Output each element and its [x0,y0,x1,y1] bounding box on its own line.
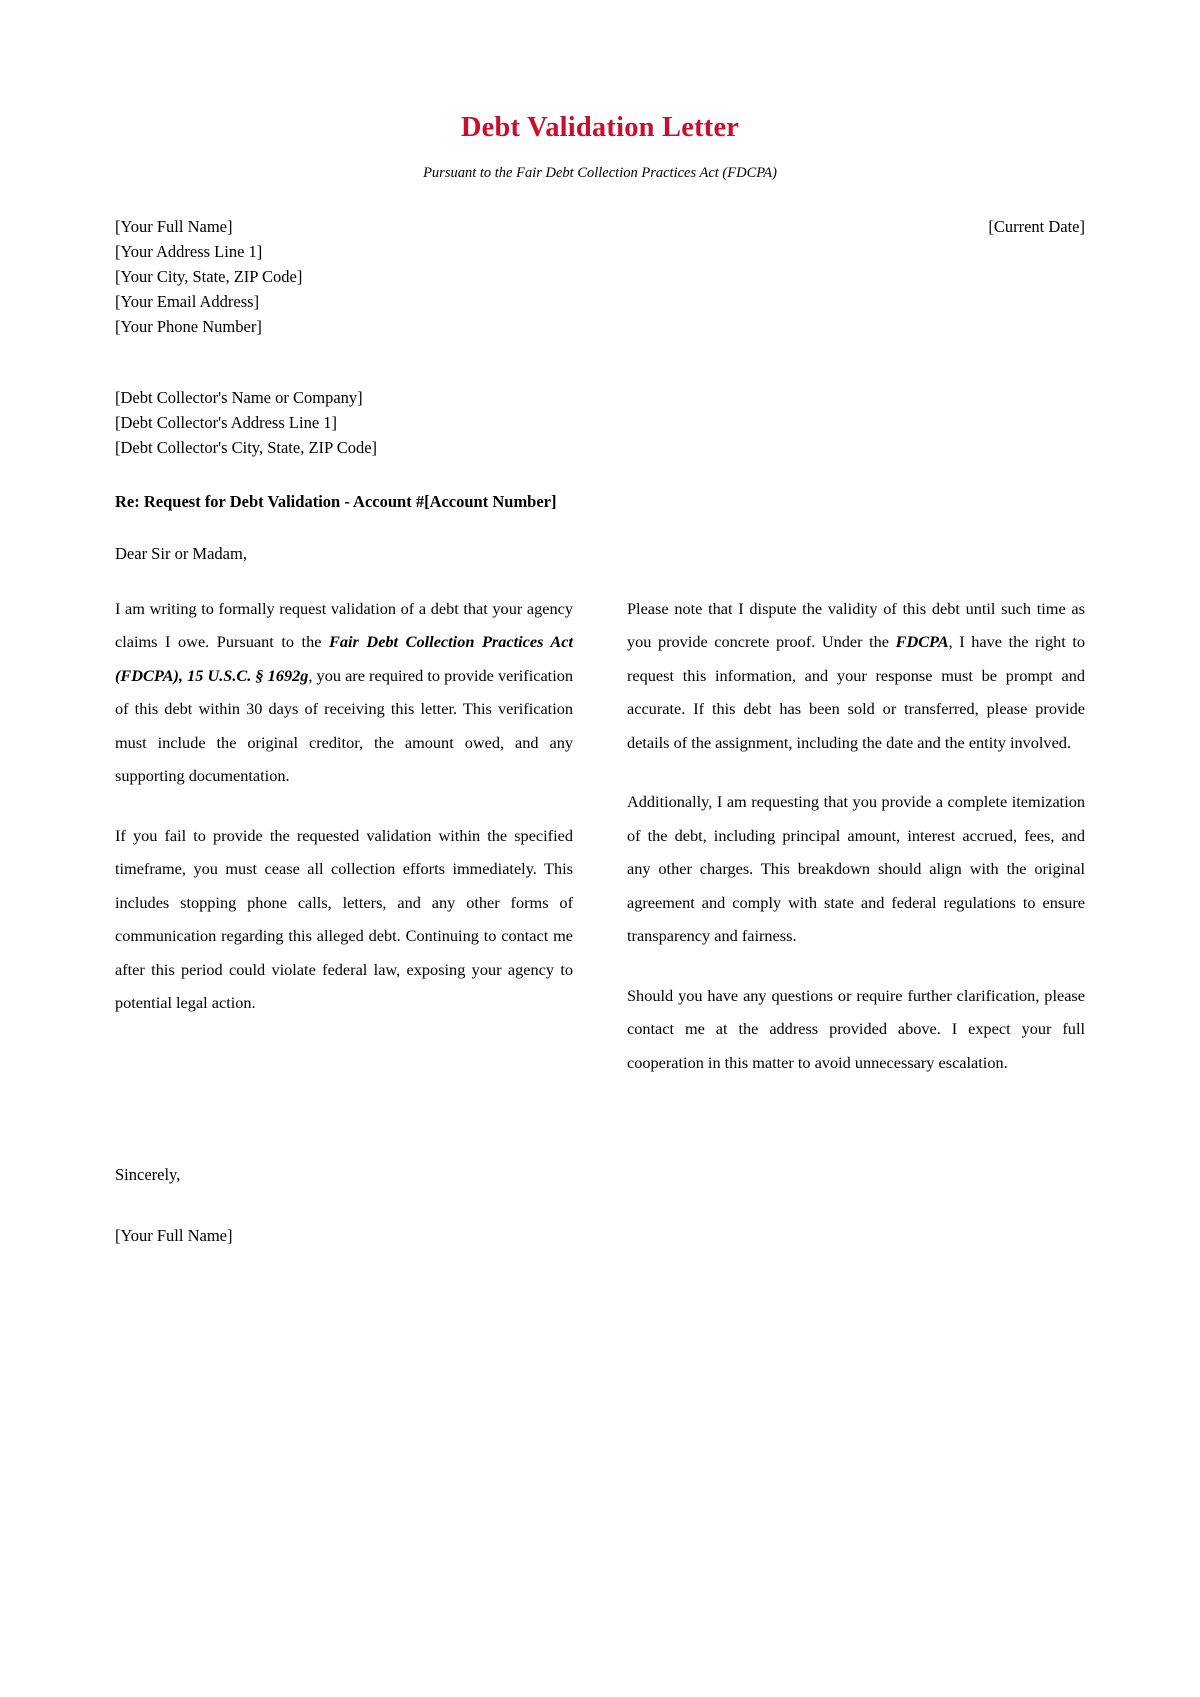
body-column-left [115,592,573,1080]
recipient-address-block [115,385,1085,460]
right-text-2-0: Should you have any questions or require further clarification, please contact me at the address provided above. I expect your full cooperation in this matter to avoid unnecessary escalation. [627,985,1085,1072]
recipient-line-2: [Debt Collector's City, State, ZIP Code] [115,437,378,457]
subject-line: Re: Request for Debt Validation - Account #[Account Number] [115,491,557,511]
left-text-1-0: If you fail to provide the requested validation within the specified timeframe, you must cease all collection efforts immediately. This includes stopping phone calls, letters, and any other forms of communication regarding this alleged debt. Continuing to contact me after this period could violate federal law, exposing your agency to potential legal action. [115,825,573,1013]
right-emphasis-0-1: FDCPA [895,632,949,652]
page-title: Debt Validation Letter [460,112,740,143]
left-text-0-2: , you are required to provide verification of this debt within 30 days of receiving this letter. This verification must include the original creditor, the amount owed, and any supporting documentation. [115,665,574,786]
letter-header [115,214,1085,339]
right-text-0-0: Please note that I dispute the validity of this debt until such time as you provide concrete proof. Under the [627,598,1085,652]
left-paragraph-1 [115,819,573,1020]
letter-date [988,214,1085,239]
right-paragraph-1 [627,785,1085,953]
page-subtitle: Pursuant to the Fair Debt Collection Practices Act (FDCPA) [423,165,777,182]
left-emphasis-0-1: Fair Debt Collection Practices Act (FDCPA), 15 U.S.C. § 1692g [115,632,573,685]
recipient-line-0: [Debt Collector's Name or Company] [115,387,363,407]
recipient-line-1: [Debt Collector's Address Line 1] [115,412,338,432]
date-value: [Current Date] [988,216,1085,236]
sender-line-1: [Your Address Line 1] [115,241,263,261]
body-column-right [627,592,1085,1080]
sender-line-4: [Your Phone Number] [115,316,262,336]
left-text-0-0: I am writing to formally request validation of a debt that your agency claims I owe. Pursuant to the [115,598,573,652]
letter-body [115,592,1085,1080]
closing-valediction: Sincerely, [115,1165,181,1185]
right-paragraph-2 [627,979,1085,1080]
right-text-0-2: , I have the right to request this information, and your response must be prompt and accurate. If this debt has been sold or transferred, please provide details of the assignment, including the date and the entity involved. [627,632,1085,752]
right-text-1-0: Additionally, I am requesting that you provide a complete itemization of the debt, including principal amount, interest accrued, fees, and any other charges. This breakdown should align with the original agreement and comply with state and federal regulations to ensure transparency and fairness. [627,792,1085,946]
left-paragraph-0 [115,592,573,793]
signature-name: [Your Full Name] [115,1226,233,1246]
right-paragraph-0 [627,592,1085,760]
sender-line-2: [Your City, State, ZIP Code] [115,266,303,286]
salutation: Dear Sir or Madam, [115,543,247,563]
sender-address-block [115,214,302,339]
sender-line-0: [Your Full Name] [115,216,233,236]
sender-line-3: [Your Email Address] [115,291,260,311]
